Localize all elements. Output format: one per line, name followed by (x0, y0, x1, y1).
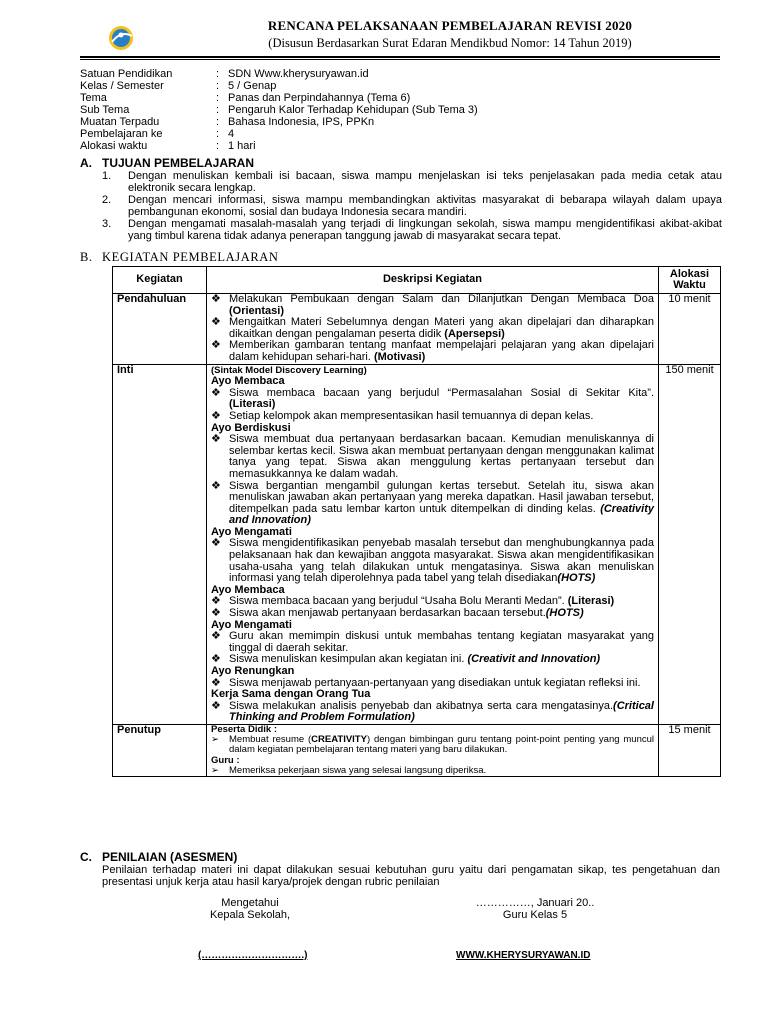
row-description (207, 294, 659, 365)
info-label: Alokasi waktu (80, 140, 148, 152)
item-text: Siswa menjawab pertanyaan-pertanyaan yang disediakan untuk kegiatan refleksi ini. (229, 676, 641, 689)
info-label: Muatan Terpadu (80, 116, 160, 128)
item-text: Siswa mengidentifikasikan penyebab masalah tersebut dan menghubungkannya pada pelaksanaan hak dan kewajiban anggota masyarakat. Siswa akan mengidentifikasikan usaha-usaha yang telah dilakukan untuk mengatasinya. Siswa akan menuliskan informasi yang telah diperolehnya pada tabel yang telah disediakan (229, 537, 654, 585)
info-value: 1 hari (228, 140, 256, 152)
bullet-diamond-icon: ❖ (211, 433, 221, 446)
item-text: Siswa menuliskan kesimpulan akan kegiatan ini. (229, 653, 465, 666)
info-label: Pembelajaran ke (80, 128, 163, 140)
item-text: ) dengan bimbingan guru tentang point-point penting yang muncul dalam kegiatan pembelajaran tentang materi yang baru dilakukan. (229, 734, 654, 756)
section-title: TUJUAN PEMBELAJARAN (102, 156, 255, 170)
bullet-diamond-icon: ❖ (211, 607, 221, 620)
guru-label: Guru : (211, 754, 240, 766)
info-row (80, 116, 720, 128)
item-text: Setiap kelompok akan mempresentasikan hasil temuannya di depan kelas. (229, 409, 594, 422)
info-row (80, 92, 720, 104)
tut-wuri-logo-icon (104, 22, 142, 52)
item-text: Memberikan gambaran tentang manfaat mempelajari pelajaran yang akan dipelajari dalam kehidupan sehari-hari. (229, 339, 654, 363)
signature-right-line1: ……………, Januari 20.. (475, 897, 595, 909)
info-value: Bahasa Indonesia, IPS, PPKn (228, 116, 375, 128)
group-title: Ayo Renungkan (211, 665, 295, 677)
bullet-diamond-icon: ❖ (211, 293, 221, 305)
assessment-paragraph: Penilaian terhadap materi ini dapat dilakukan sesuai kebutuhan guru yaitu dari pengamatan sikap, tes pengetahuan dan presentasi unjuk kerja atau hasil karya/projek dengan rubric penilaian (102, 864, 720, 888)
list-item (211, 481, 654, 527)
header-divider-thin (80, 59, 720, 60)
item-tag: (Creativity and Innovation) (229, 502, 654, 527)
row-time: 15 menit (659, 724, 721, 776)
item-tag: CREATIVITY (311, 734, 367, 746)
section-b-heading (80, 251, 279, 263)
info-value: 5 / Genap (228, 80, 277, 92)
signature-right (460, 897, 610, 921)
section-title: KEGIATAN PEMBELAJARAN (102, 250, 279, 264)
group-title: Kerja Sama dengan Orang Tua (211, 688, 371, 701)
item-text: Siswa membaca bacaan yang berjudul “Usaha Bolu Meranti Medan”. (229, 595, 565, 608)
item-tag: (Literasi) (567, 595, 615, 608)
bullet-diamond-icon: ❖ (211, 676, 221, 689)
item-text: Siswa membaca bacaan yang berjudul “Permasalahan Sosial di Sekitar Kita”. (229, 386, 654, 399)
info-label: Tema (80, 92, 107, 104)
signature-left-line1: Mengetahui (221, 897, 279, 909)
inti-intro: (Sintak Model Discovery Learning) (211, 364, 367, 376)
list-item (211, 608, 654, 620)
item-text: Mengaitkan Materi Sebelumnya dengan Materi yang akan dipelajari dan diharapkan dikaitkan dengan pengalaman peserta didik (229, 316, 654, 340)
item-text: Siswa akan menjawab pertanyaan berdasarkan bacaan tersebut. (229, 607, 546, 620)
group-title: Ayo Mengamati (211, 525, 292, 538)
row-description (207, 724, 659, 776)
item-text: Memeriksa pekerjaan siswa yang selesai langsung diperiksa. (229, 764, 487, 776)
item-tag: (Apersepsi) (444, 327, 505, 340)
section-number: B. (80, 250, 93, 264)
info-value: Panas dan Perpindahannya (Tema 6) (228, 92, 411, 104)
table-row-inti (113, 364, 721, 724)
item-text: Membuat resume ( (229, 734, 312, 746)
row-label: Inti (113, 364, 207, 724)
group-title: Ayo Berdiskusi (211, 421, 291, 434)
info-label: Kelas / Semester (80, 80, 164, 92)
arrow-bullet-icon: ➢ (211, 734, 219, 746)
section-c-heading (80, 851, 237, 863)
info-colon: : (216, 80, 220, 92)
bullet-diamond-icon: ❖ (211, 537, 221, 550)
arrow-bullet-icon: ➢ (211, 764, 219, 776)
list-item (211, 766, 654, 776)
item-text: Dengan mencari informasi, siswa mampu membandingkan aktivitas masyarakat di bebarapa wilayah dalam upaya pembangunan ekonomi, sosial dan budaya Indonesia secara mandiri. (128, 194, 722, 218)
item-tag: (Orientasi) (229, 304, 285, 317)
signature-left-line2: Kepala Sekolah, (209, 909, 291, 921)
info-label: Sub Tema (80, 104, 130, 116)
document-title: RENCANA PELAKSANAAN PEMBELAJARAN REVISI 2020 (267, 18, 633, 33)
info-value: SDN Www.kherysuryawan.id (228, 68, 369, 80)
bullet-diamond-icon: ❖ (211, 479, 221, 492)
row-description (207, 364, 659, 724)
teacher-website: WWW.KHERYSURYAWAN.ID (456, 950, 591, 961)
group-title: Ayo Membaca (211, 583, 285, 596)
info-colon: : (216, 68, 220, 80)
signature-right-line2: Guru Kelas 5 (502, 909, 568, 921)
list-item (102, 194, 722, 218)
row-label: Pendahuluan (113, 294, 207, 365)
list-item (211, 340, 654, 363)
info-colon: : (216, 92, 220, 104)
list-item (211, 538, 654, 584)
item-tag: (HOTS) (557, 572, 596, 585)
bullet-diamond-icon: ❖ (211, 699, 221, 712)
bullet-diamond-icon: ❖ (211, 595, 221, 608)
objectives-list (102, 170, 722, 242)
item-number: 2. (102, 194, 112, 206)
list-item (211, 317, 654, 340)
section-number: C. (80, 850, 92, 864)
list-item (211, 434, 654, 480)
table-row-penutup (113, 724, 721, 776)
list-item (211, 701, 654, 724)
item-text: Siswa bergantian mengambil gulungan kertas tersebut. Setelah itu, siswa akan menuliskan jawaban akan pertanyaan yang mereka dapatkan. Hasil jawaban tersebut, ditempelkan pada satu lembar karton untuk ditempelkan di dinding kelas. (229, 479, 654, 515)
list-item (102, 170, 722, 194)
section-title: PENILAIAN (ASESMEN) (102, 850, 238, 864)
info-value: 4 (228, 128, 235, 140)
item-text: Dengan mengamati masalah-masalah yang terjadi di lingkungan sekolah, siswa mampu mengidentifikasi akibat-akibat yang timbul karena tidak adanya penerapan tanggung jawab di masyarakat secara tepat. (128, 218, 722, 242)
principal-name-placeholder: (………………………….) (198, 950, 308, 961)
bullet-diamond-icon: ❖ (211, 653, 221, 666)
bullet-diamond-icon: ❖ (211, 339, 221, 352)
item-tag: (Literasi) (229, 398, 276, 411)
info-row (80, 140, 720, 152)
item-text: Melakukan Pembukaan dengan Salam dan Dilanjutkan Dengan Membaca Doa (229, 293, 654, 305)
peserta-label: Peserta Didik : (211, 723, 277, 735)
row-time: 10 menit (659, 294, 721, 365)
item-text: Siswa melakukan analisis penyebab dan akibatnya serta cara mengatasinya. (229, 699, 614, 712)
info-row (80, 68, 720, 80)
bullet-diamond-icon: ❖ (211, 316, 221, 329)
header-divider (80, 56, 720, 58)
list-item (211, 735, 654, 755)
bullet-diamond-icon: ❖ (211, 630, 221, 643)
info-value: Pengaruh Kalor Terhadap Kehidupan (Sub Tema 3) (228, 104, 478, 116)
info-colon: : (216, 128, 220, 140)
item-tag: (Critical Thinking and Problem Formulation) (229, 699, 654, 724)
item-number: 1. (102, 170, 112, 182)
list-item (211, 294, 654, 317)
document-subtitle: (Disusun Berdasarkan Surat Edaran Mendikbud Nomor: 14 Tahun 2019) (268, 36, 632, 50)
item-tag: (HOTS) (545, 607, 584, 620)
item-text: Guru akan memimpin diskusi untuk membahas tentang kegiatan masyarakat yang tinggal di daerah sekitar. (229, 630, 654, 654)
info-colon: : (216, 140, 220, 152)
section-number: A. (80, 156, 92, 170)
identity-info (80, 68, 720, 152)
list-item (211, 388, 654, 411)
info-label: Satuan Pendidikan (80, 68, 173, 80)
bullet-diamond-icon: ❖ (211, 386, 221, 399)
item-tag: (Motivasi) (373, 350, 426, 363)
bullet-diamond-icon: ❖ (211, 409, 221, 422)
list-item (102, 218, 722, 242)
info-colon: : (216, 104, 220, 116)
item-number: 3. (102, 218, 112, 230)
item-text: Siswa membuat dua pertanyaan berdasarkan bacaan. Kemudian menuliskannya di selembar kertas kecil. Siswa akan membuat pertanyaan dengan menggunakan kalimat tanya yang tepat. Siswa akan menggulung kertas pertanyaan tersebut dan memasukkannya ke dalam wadah. (229, 433, 654, 480)
table-row-pendahuluan (113, 294, 721, 365)
row-time: 150 menit (659, 364, 721, 724)
item-tag: (Creativit and Innovation) (467, 653, 601, 666)
group-title: Ayo Mengamati (211, 618, 292, 631)
signature-left (180, 897, 320, 921)
item-text: Dengan menuliskan kembali isi bacaan, siswa mampu menjelaskan isi teks penjelasakan pada media cetak atau elektronik secara lengkap. (128, 170, 722, 194)
column-header-alokasi: Alokasi Waktu (659, 267, 721, 294)
section-a-heading (80, 157, 254, 169)
info-row (80, 104, 720, 116)
group-title: Ayo Membaca (211, 375, 285, 388)
list-item (211, 411, 654, 423)
info-row (80, 80, 720, 92)
column-header-deskripsi: Deskripsi Kegiatan (207, 267, 659, 294)
column-header-kegiatan: Kegiatan (113, 267, 207, 294)
info-colon: : (216, 116, 220, 128)
info-row (80, 128, 720, 140)
activities-table (112, 266, 721, 777)
list-item (211, 631, 654, 654)
row-label: Penutup (113, 724, 207, 776)
table-header-row (113, 267, 721, 294)
